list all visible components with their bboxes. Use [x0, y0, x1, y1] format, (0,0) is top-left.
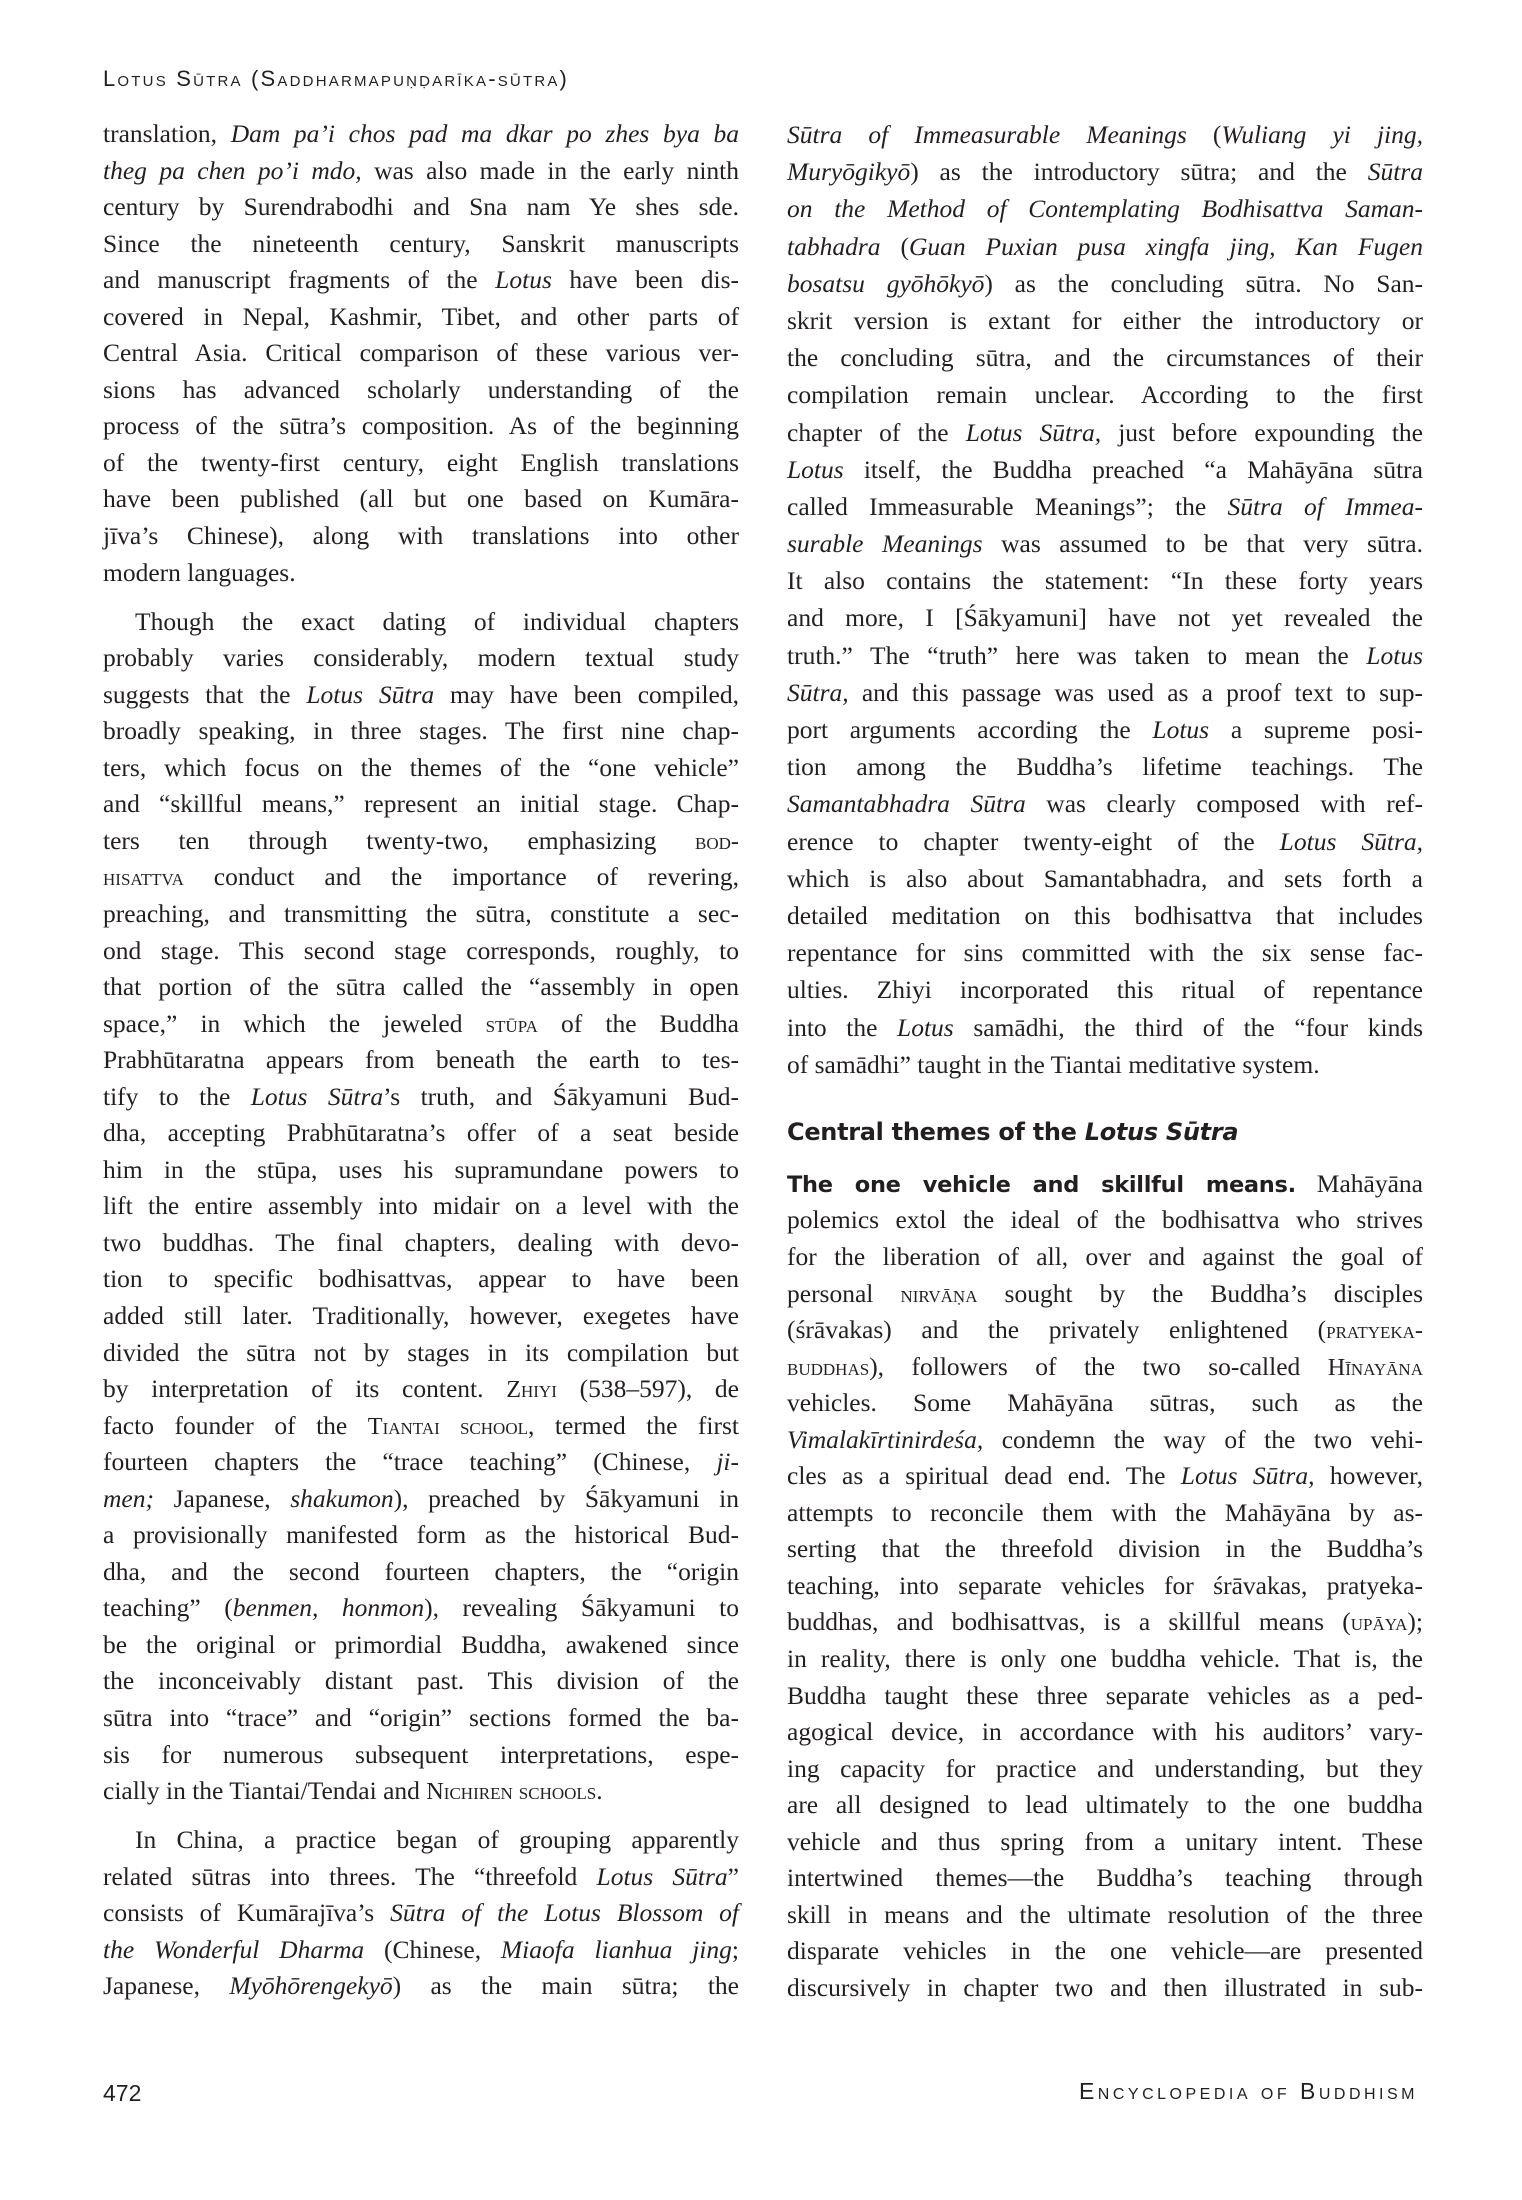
- text-line: [103, 1225, 739, 1262]
- text-line: [103, 555, 739, 592]
- text-run: agogical device, in accordance with his auditors’ vary-: [787, 1717, 1423, 1747]
- text-run: buddhas, and bodhisattvas, is a skillful means (: [787, 1607, 1351, 1637]
- text-run: of the twenty-first century, eight English translations: [103, 447, 739, 477]
- text-line: [103, 408, 739, 445]
- small-caps-term: pratyeka-: [1326, 1317, 1423, 1345]
- right-column-paragraphs: [787, 116, 1423, 1083]
- text-run: Japanese,: [153, 1483, 291, 1513]
- italic-text: Sūtra of Immea-: [1227, 491, 1423, 521]
- text-line: [787, 525, 1423, 562]
- text-line: [787, 599, 1423, 636]
- text-line: [787, 971, 1423, 1008]
- text-line: [103, 1408, 739, 1445]
- text-line: [787, 1422, 1423, 1459]
- subsection-body: [787, 1166, 1423, 2007]
- text-line: [103, 1590, 739, 1627]
- text-line: [787, 1046, 1423, 1083]
- text-run: skill in means and the ultimate resolution of the three: [787, 1899, 1423, 1929]
- text-run: suggests that the: [103, 679, 307, 709]
- italic-text: Lotus Sūtra,: [1180, 1461, 1315, 1491]
- text-run: vehicle and thus spring from a unitary intent. These: [787, 1826, 1423, 1856]
- text-run: ) as the introductory sūtra; and the: [910, 157, 1368, 187]
- text-line: [787, 228, 1423, 265]
- text-run: .: [596, 1776, 603, 1806]
- text-run: personal: [787, 1278, 901, 1308]
- text-run: was also made in the early ninth: [361, 155, 739, 185]
- small-caps-term: stūpa: [485, 1010, 538, 1038]
- text-run: that portion of the sūtra called the “assembly in open: [103, 972, 739, 1002]
- text-run: translation,: [103, 119, 231, 148]
- italic-text: Sūtra of Immeasurable Meanings: [787, 120, 1187, 149]
- text-run: ters ten through twenty-two, emphasizing: [103, 825, 696, 855]
- text-run: tion among the Buddha’s lifetime teachings. The: [787, 752, 1423, 782]
- text-run: Since the nineteenth century, Sanskrit manuscripts: [103, 228, 739, 258]
- text-run: by interpretation of its content.: [103, 1374, 507, 1404]
- text-line: [103, 1079, 739, 1116]
- text-run: ing capacity for practice and understanding, but they: [787, 1753, 1423, 1783]
- text-run: Japanese,: [103, 1971, 230, 2001]
- text-run: century by Surendrabodhi and Sna nam Ye shes sde.: [103, 192, 739, 222]
- text-run: ters, which focus on the themes of the “one vehicle”: [103, 752, 739, 782]
- text-run: truth.” The “truth” here was taken to mean the: [787, 640, 1367, 670]
- text-run: Though the exact dating of individual chapters: [135, 606, 739, 636]
- text-line: [787, 1276, 1423, 1313]
- text-line: [103, 604, 739, 641]
- text-line: [103, 1444, 739, 1481]
- text-run: polemics extol the ideal of the bodhisattva who strives: [787, 1205, 1423, 1235]
- text-run: disparate vehicles in the one vehicle—are presented: [787, 1936, 1423, 1966]
- text-line: [103, 1737, 739, 1774]
- text-line: [103, 1115, 739, 1152]
- text-line: [103, 1895, 739, 1932]
- text-run: (538–597), de: [556, 1374, 739, 1404]
- text-line: [787, 1166, 1423, 1203]
- text-line: [103, 518, 739, 555]
- text-run: was assumed to be that very sūtra.: [982, 529, 1423, 559]
- text-line: [103, 189, 739, 226]
- italic-text: Lotus: [495, 265, 552, 295]
- text-run: sions has advanced scholarly understanding of the: [103, 374, 739, 404]
- text-line: [787, 1678, 1423, 1715]
- text-run: chapter of the: [787, 417, 966, 447]
- text-line: [787, 711, 1423, 748]
- text-run: divided the sūtra not by stages in its compilation but: [103, 1337, 739, 1367]
- text-line: [103, 1932, 739, 1969]
- text-run: sūtra into “trace” and “origin” sections formed the ba-: [103, 1703, 739, 1733]
- text-run: the inconceivably distant past. This division of the: [103, 1666, 739, 1696]
- text-line: [103, 1371, 739, 1408]
- text-run: fourteen chapters the “trace teaching” (Chinese,: [103, 1447, 717, 1477]
- text-line: [103, 1188, 739, 1225]
- text-run: (Chinese,: [364, 1934, 501, 1964]
- text-run: samādhi, the third of the “four kinds: [953, 1012, 1423, 1042]
- text-run: him in the stūpa, uses his supramundane powers to: [103, 1154, 739, 1184]
- italic-text: Lotus Sūtra,: [965, 417, 1102, 447]
- paragraph-gap: [103, 591, 739, 604]
- text-run: tion to specific bodhisattvas, appear to have been: [103, 1264, 739, 1294]
- text-line: [787, 414, 1423, 451]
- text-line: [103, 262, 739, 299]
- text-run: itself, the Buddha preached “a Mahāyāna sūtra: [843, 454, 1423, 484]
- text-line: [787, 1385, 1423, 1422]
- text-line: [103, 640, 739, 677]
- paragraph-gap: [103, 1810, 739, 1823]
- text-run: and more, I [Śākyamuni] have not yet revealed the: [787, 603, 1423, 633]
- text-line: [103, 116, 739, 153]
- text-run: called Immeasurable Meanings”; the: [787, 491, 1228, 521]
- text-run: of samādhi” taught in the Tiantai meditative system.: [787, 1049, 1320, 1079]
- text-run: two buddhas. The final chapters, dealing with devo-: [103, 1227, 739, 1257]
- text-run: repentance for sins committed with the six sense fac-: [787, 938, 1423, 968]
- text-line: [787, 1933, 1423, 1970]
- text-run: (: [880, 231, 909, 261]
- text-run: erence to chapter twenty-eight of the: [787, 826, 1280, 856]
- text-run: and manuscript fragments of the: [103, 265, 496, 295]
- text-run: a provisionally manifested form as the historical Bud-: [103, 1520, 739, 1550]
- text-run: preaching, and transmitting the sūtra, constitute a sec-: [103, 898, 739, 928]
- italic-text: surable Meanings: [787, 529, 983, 559]
- text-line: [787, 1239, 1423, 1276]
- text-run: port arguments according the: [787, 715, 1153, 744]
- text-run: (śrāvakas) and the privately enlightened (: [787, 1315, 1327, 1345]
- text-run: vehicles. Some Mahāyāna sūtras, such as the: [787, 1388, 1423, 1418]
- text-line: [103, 1773, 739, 1810]
- text-line: [787, 116, 1423, 153]
- text-run: Central Asia. Critical comparison of these various ver-: [103, 338, 739, 368]
- text-run: was clearly composed with ref-: [1025, 789, 1424, 819]
- text-run: for the liberation of all, over and against the goal of: [787, 1241, 1423, 1271]
- text-line: [103, 1554, 739, 1591]
- text-run: dha, and the second fourteen chapters, the “origin: [103, 1556, 739, 1586]
- text-line: [103, 481, 739, 518]
- text-line: [787, 1787, 1423, 1824]
- text-line: [103, 1517, 739, 1554]
- italic-text: Sūtra of the Lotus Blossom of: [390, 1898, 740, 1928]
- italic-text: shakumon: [290, 1483, 394, 1513]
- text-line: [103, 859, 739, 896]
- small-caps-term: Zhiyi: [506, 1376, 557, 1404]
- text-line: [103, 1627, 739, 1664]
- text-line: [103, 335, 739, 372]
- text-run: jīva’s Chinese), along with translations into other: [103, 521, 739, 551]
- italic-text: Myōhōrengekyō: [229, 1971, 393, 2001]
- text-run: tify to the: [103, 1081, 251, 1111]
- italic-text: Sūtra: [1367, 157, 1423, 187]
- text-line: [103, 786, 739, 823]
- small-caps-term: Tiantai school: [367, 1412, 528, 1440]
- text-run: It also contains the statement: “In these forty years: [787, 566, 1423, 596]
- text-run: Mahāyāna: [1295, 1168, 1423, 1198]
- text-line: [103, 677, 739, 714]
- text-run: process of the sūtra’s composition. As of the beginning: [103, 411, 739, 441]
- text-line: [103, 153, 739, 190]
- text-line: [103, 1298, 739, 1335]
- text-line: [103, 750, 739, 787]
- text-line: [787, 1009, 1423, 1046]
- text-line: [103, 969, 739, 1006]
- text-line: [787, 1641, 1423, 1678]
- italic-text: ji-: [716, 1447, 739, 1477]
- text-run: ), preached by Śākyamuni in: [393, 1483, 740, 1513]
- text-line: [103, 1152, 739, 1189]
- text-line: [103, 933, 739, 970]
- text-run: related sūtras into threes. The “threefold: [103, 1861, 597, 1891]
- text-line: [787, 637, 1423, 674]
- text-run: sought by the Buddha’s disciples: [977, 1278, 1424, 1308]
- text-run: attempts to reconcile them with the Mahāyāna by as-: [787, 1497, 1423, 1527]
- text-run: of the Buddha: [537, 1008, 739, 1038]
- text-run: which is also about Samantabhadra, and sets forth a: [787, 863, 1423, 893]
- text-line: [103, 1968, 739, 2005]
- publication-title: Encyclopedia of Buddhism: [1078, 2078, 1418, 2104]
- text-line: [787, 1568, 1423, 1605]
- text-line: [787, 1604, 1423, 1641]
- text-line: [787, 1751, 1423, 1788]
- text-run: dha, accepting Prabhūtaratna’s offer of a seat beside: [103, 1118, 739, 1148]
- small-caps-term: bod-: [695, 827, 739, 855]
- text-run: ”: [727, 1861, 739, 1891]
- text-line: [787, 1860, 1423, 1897]
- text-run: ;: [731, 1934, 739, 1964]
- text-line: [787, 1458, 1423, 1495]
- text-run: ulties. Zhiyi incorporated this ritual of repentance: [787, 975, 1423, 1005]
- text-run: modern languages.: [103, 557, 296, 587]
- italic-text: bosatsu gyōhōkyō: [787, 268, 985, 298]
- italic-text: Dam pa’i chos pad ma dkar po zhes bya ba: [230, 119, 739, 148]
- text-line: [103, 1042, 739, 1079]
- italic-text: Lotus Sūtra: [306, 679, 435, 709]
- running-head: Lotus Sūtra (Saddharmapuṇḍarīka-sūtra): [103, 66, 570, 91]
- text-run: conduct and the importance of revering,: [183, 862, 739, 892]
- italic-text: theg pa chen po’i mdo,: [103, 155, 362, 185]
- text-line: [787, 1970, 1423, 2007]
- text-line: [787, 1824, 1423, 1861]
- text-line: [103, 299, 739, 336]
- italic-text: Lotus: [787, 454, 844, 484]
- text-line: [787, 451, 1423, 488]
- right-column: [787, 116, 1423, 2006]
- text-line: [787, 1714, 1423, 1751]
- text-line: [103, 1822, 739, 1859]
- italic-text: on the Method of Contemplating Bodhisattva Saman-: [787, 194, 1423, 224]
- italic-text: Guan Puxian pusa xingfa jing, Kan Fugen: [908, 231, 1423, 261]
- italic-text: Lotus: [897, 1012, 954, 1042]
- italic-text: tabhadra: [787, 231, 881, 261]
- text-run: ), revealing Śākyamuni to: [424, 1593, 739, 1623]
- text-run: and “skillful means,” represent an initial stage. Chap-: [103, 789, 739, 819]
- text-run: probably varies considerably, modern textual study: [103, 643, 739, 673]
- section-heading-text: Central themes of the: [787, 1117, 1085, 1146]
- italic-text: Lotus Sūtra,: [1279, 826, 1423, 856]
- text-line: [103, 1700, 739, 1737]
- text-line: [787, 1531, 1423, 1568]
- text-line: [787, 1349, 1423, 1386]
- text-line: [787, 1495, 1423, 1532]
- text-line: [103, 1006, 739, 1043]
- text-run: facto founder of the: [103, 1410, 368, 1440]
- section-heading: [787, 1114, 1423, 1150]
- text-run: consists of Kumārajīva’s: [103, 1898, 391, 1928]
- text-run: Prabhūtaratna appears from beneath the earth to tes-: [103, 1045, 739, 1075]
- text-line: [103, 823, 739, 860]
- text-line: [787, 674, 1423, 711]
- italic-text: Wuliang yi jing,: [1221, 120, 1423, 149]
- text-line: [787, 153, 1423, 190]
- text-line: [787, 1897, 1423, 1934]
- text-run: intertwined themes—the Buddha’s teaching through: [787, 1863, 1423, 1893]
- text-run: the concluding sūtra, and the circumstances of their: [787, 343, 1423, 373]
- text-line: [103, 713, 739, 750]
- small-caps-term: nirvāṇa: [900, 1280, 978, 1308]
- text-run: and this passage was used as a proof text to sup-: [848, 677, 1423, 707]
- text-run: may have been compiled,: [434, 679, 739, 709]
- text-line: [787, 376, 1423, 413]
- text-line: [103, 226, 739, 263]
- text-run: cially in the Tiantai/Tendai and: [103, 1776, 427, 1806]
- italic-text: Lotus: [1366, 640, 1423, 670]
- text-line: [787, 562, 1423, 599]
- text-run: be the original or primordial Buddha, awakened since: [103, 1629, 739, 1659]
- page-number: 472: [103, 2080, 142, 2106]
- italic-text: Muryōgikyō: [787, 157, 911, 187]
- text-run: teaching, into separate vehicles for śrāvakas, pratyeka-: [787, 1570, 1423, 1600]
- text-line: [787, 823, 1423, 860]
- text-run: have been published (all but one based on Kumāra-: [103, 484, 739, 514]
- text-run: ), followers of the two so-called: [869, 1351, 1328, 1381]
- text-run: In China, a practice began of grouping apparently: [135, 1825, 739, 1855]
- text-run: added still later. Traditionally, however, exegetes have: [103, 1301, 739, 1330]
- text-line: [103, 1261, 739, 1298]
- text-line: [787, 339, 1423, 376]
- text-run: cles as a spiritual dead end. The: [787, 1461, 1181, 1491]
- small-caps-term: hisattva: [103, 864, 184, 892]
- italic-text: Sūtra,: [787, 677, 849, 707]
- text-run: , termed the first: [528, 1410, 739, 1440]
- text-line: [103, 372, 739, 409]
- italic-text: Miaofa lianhua jing: [500, 1934, 732, 1964]
- text-line: [787, 190, 1423, 227]
- text-run: detailed meditation on this bodhisattva that includes: [787, 900, 1423, 930]
- text-run: ) as the main sūtra; the: [392, 1971, 739, 2001]
- italic-text: Lotus: [1152, 715, 1210, 744]
- text-line: [787, 860, 1423, 897]
- text-run: space,” in which the jeweled: [103, 1008, 486, 1038]
- text-run: skrit version is extant for either the introductory or: [787, 305, 1423, 335]
- text-run: lift the entire assembly into midair on a level with the: [103, 1191, 739, 1221]
- text-run: broadly speaking, in three stages. The first nine chap-: [103, 716, 739, 746]
- italic-text: benmen, honmon: [232, 1593, 425, 1623]
- text-run: a supreme posi-: [1209, 715, 1423, 744]
- text-run: in reality, there is only one buddha vehicle. That is, the: [787, 1643, 1423, 1673]
- text-line: [103, 1859, 739, 1896]
- small-caps-term: Hīnayāna: [1327, 1353, 1423, 1381]
- left-column: [103, 116, 739, 2005]
- text-run: );: [1407, 1607, 1423, 1637]
- text-run: are all designed to lead ultimately to the one buddha: [787, 1790, 1423, 1820]
- text-line: [787, 1312, 1423, 1349]
- text-run: serting that the threefold division in the Buddha’s: [787, 1534, 1423, 1564]
- text-line: [787, 302, 1423, 339]
- text-line: [103, 1481, 739, 1518]
- text-run: have been dis-: [551, 265, 740, 295]
- text-run: compilation remain unclear. According to the first: [787, 380, 1423, 410]
- text-line: [787, 488, 1423, 525]
- text-line: [787, 785, 1423, 822]
- text-run: discursively in chapter two and then illustrated in sub-: [787, 1972, 1423, 2002]
- text-line: [787, 265, 1423, 302]
- text-run: ) as the concluding sūtra. No San-: [984, 268, 1424, 298]
- text-run: (: [1186, 120, 1222, 149]
- text-run: just before expounding the: [1101, 417, 1423, 447]
- section-heading-italic: Lotus Sūtra: [1084, 1117, 1239, 1146]
- italic-text: the Wonderful Dharma: [103, 1934, 365, 1964]
- text-line: [787, 897, 1423, 934]
- text-line: [787, 748, 1423, 785]
- text-line: [787, 934, 1423, 971]
- small-caps-term: upāya: [1350, 1609, 1408, 1637]
- runin-heading: The one vehicle and skillful means.: [787, 1171, 1296, 1198]
- italic-text: Lotus Sūtra: [250, 1081, 384, 1111]
- text-line: [787, 1202, 1423, 1239]
- text-run: sis for numerous subsequent interpretations, espe-: [103, 1739, 739, 1769]
- text-run: ond stage. This second stage corresponds, roughly, to: [103, 935, 739, 965]
- text-run: ’s truth, and Śākyamuni Bud-: [383, 1081, 739, 1111]
- small-caps-term: buddhas: [787, 1353, 870, 1381]
- text-run: into the: [787, 1012, 898, 1042]
- text-line: [103, 896, 739, 933]
- text-run: however,: [1314, 1461, 1423, 1491]
- text-run: covered in Nepal, Kashmir, Tibet, and other parts of: [103, 301, 739, 331]
- italic-text: Lotus Sūtra: [596, 1861, 728, 1891]
- text-run: condemn the way of the two vehi-: [983, 1424, 1423, 1454]
- text-line: [103, 445, 739, 482]
- italic-text: Samantabhadra Sūtra: [787, 789, 1026, 819]
- text-run: teaching” (: [103, 1593, 233, 1623]
- text-line: [103, 1335, 739, 1372]
- text-line: [103, 1663, 739, 1700]
- italic-text: Vimalakīrtinirdeśa,: [787, 1424, 984, 1454]
- small-caps-term: Nichiren schools: [426, 1778, 597, 1806]
- italic-text: men;: [103, 1483, 154, 1513]
- text-run: Buddha taught these three separate vehicles as a ped-: [787, 1680, 1423, 1710]
